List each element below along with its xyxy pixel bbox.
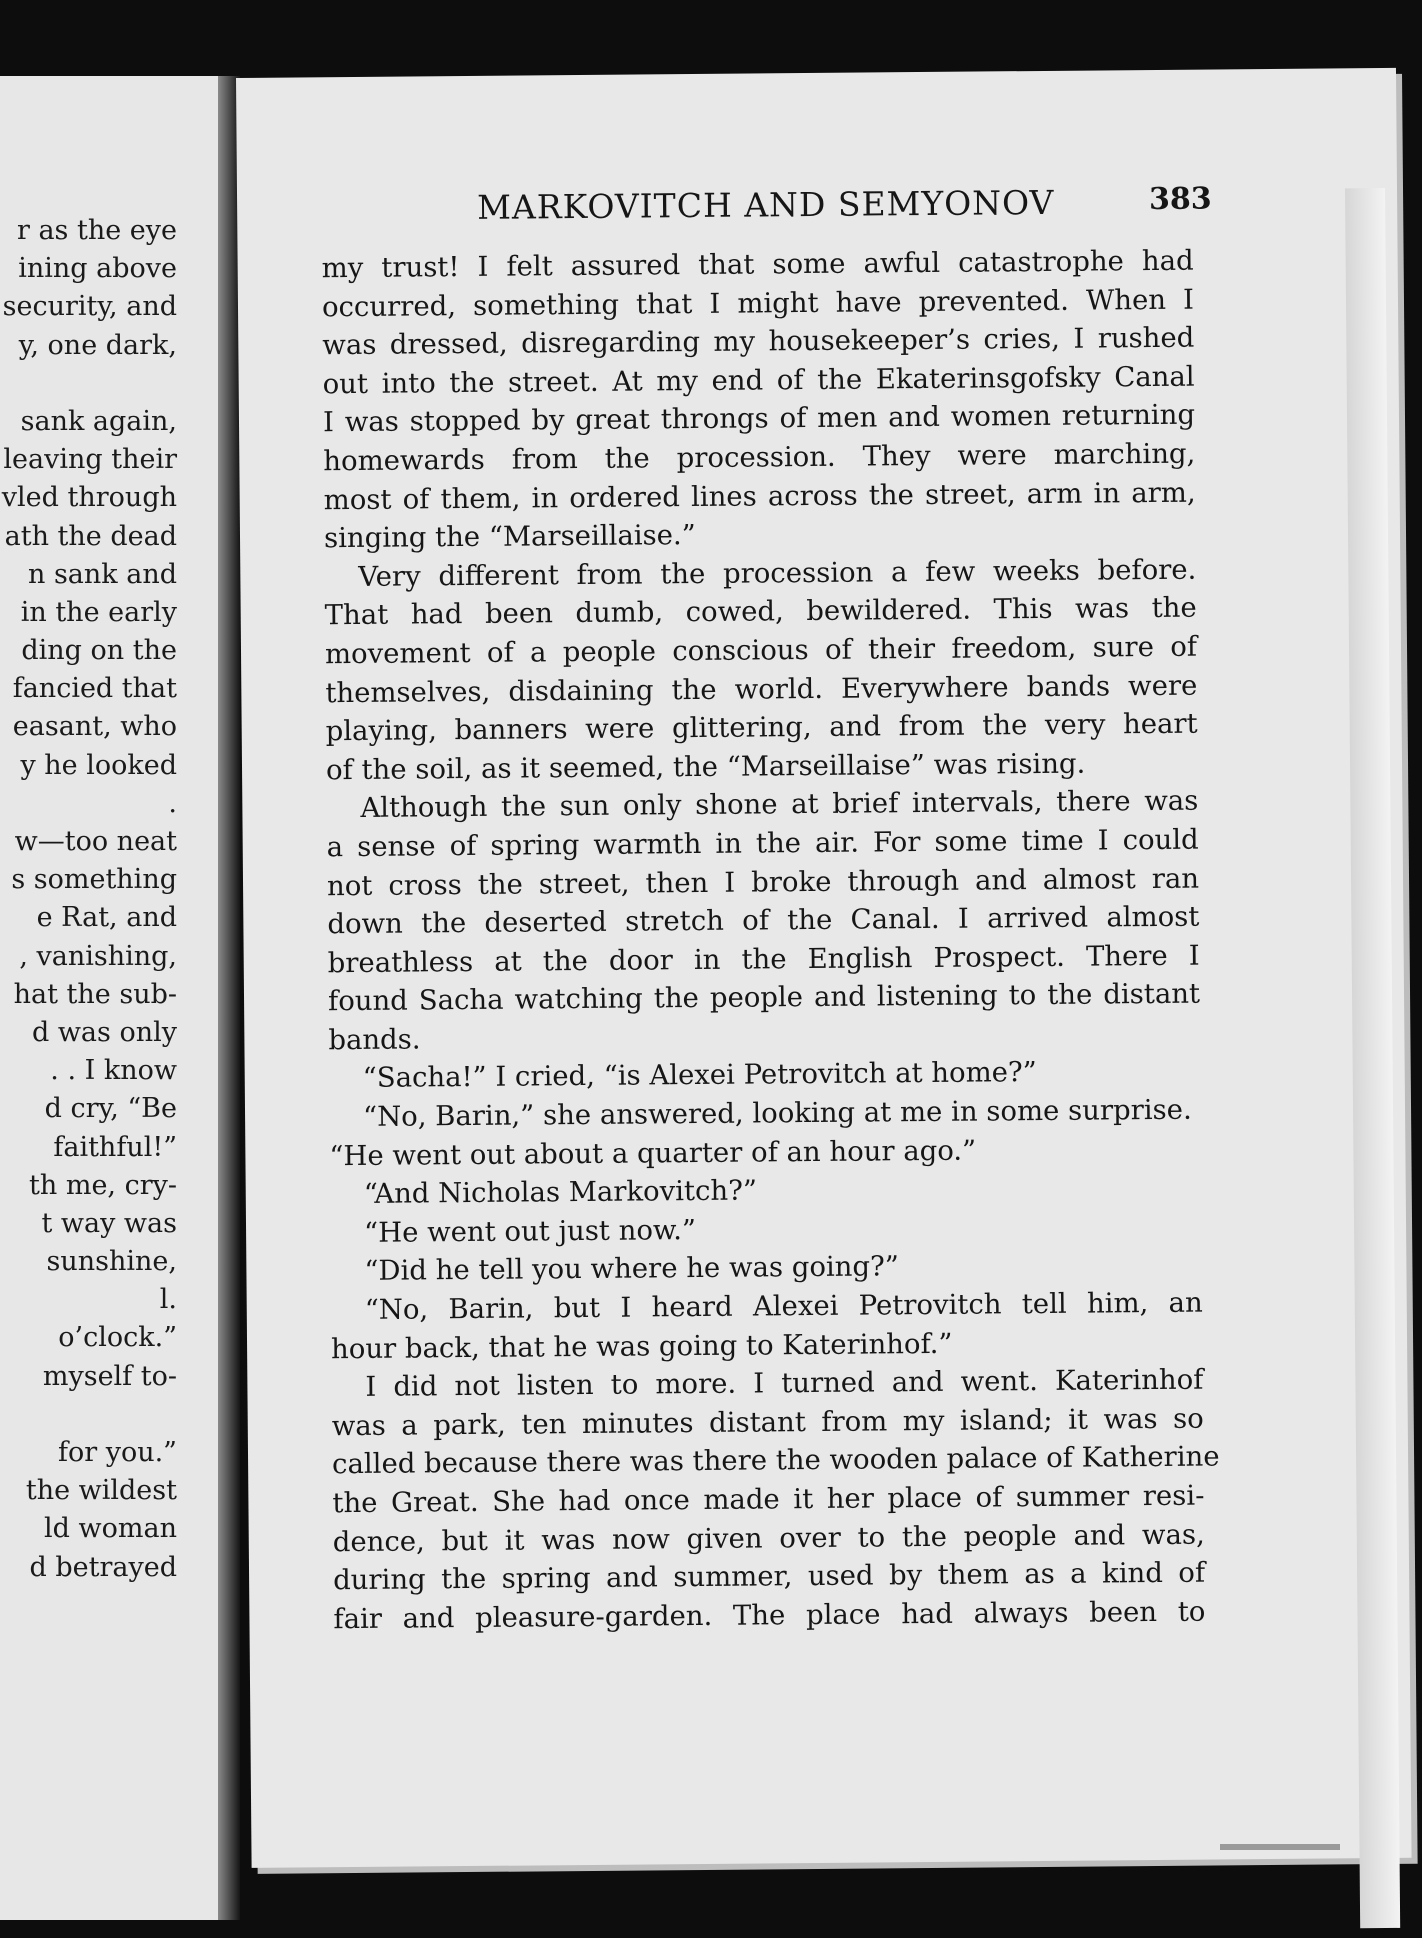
text-line: bands. <box>328 1023 421 1057</box>
page-body <box>321 242 1220 1639</box>
text-line: movement of a people conscious of their freedom, sure of <box>324 630 1198 671</box>
text-line: found Sacha watching the people and listening to the distant <box>327 977 1201 1018</box>
previous-page-line: leaving their <box>3 444 177 476</box>
text-line: occurred, something that I might have prevented. When I <box>321 283 1195 323</box>
text-line: “He went out just now.” <box>363 1213 697 1249</box>
previous-page-line: security, and <box>2 291 177 323</box>
previous-page-line: sunshine, <box>46 1246 177 1278</box>
text-line: the Great. She had once made it her place of summer resi- <box>332 1479 1205 1520</box>
text-line: Although the sun only shone at brief intervals, there was <box>360 784 1199 825</box>
previous-page-fragment <box>0 76 225 1920</box>
text-line: breathless at the door in the English Prospect. There I <box>327 939 1200 979</box>
previous-page-line: l. <box>159 1284 177 1316</box>
text-line: not cross the street, then I broke through and almost ran <box>326 862 1200 902</box>
previous-page-line: . . I know <box>50 1055 177 1087</box>
previous-page-text <box>2 212 177 1587</box>
text-line: dence, but it was now given over to the people and was, <box>332 1518 1205 1558</box>
text-line: I was stopped by great throngs of men and women returning <box>322 399 1196 439</box>
book-page <box>236 68 1412 1868</box>
text-line: “He went out about a quarter of an hour ago.” <box>329 1134 977 1172</box>
text-line: called because there was there the wooden palace of Katherine <box>331 1440 1220 1481</box>
text-line: themselves, disdaining the world. Everywhere bands were <box>325 669 1198 709</box>
previous-page-line: o’clock.” <box>58 1322 177 1354</box>
previous-page-line: e Rat, and <box>36 902 177 934</box>
previous-page-line <box>2 365 177 403</box>
page-number: 383 <box>1148 181 1212 218</box>
previous-page-line: ining above <box>18 253 177 285</box>
text-line: was a park, ten minutes distant from my island; it was so <box>331 1402 1204 1443</box>
text-line: That had been dumb, cowed, bewildered. This was the <box>324 591 1197 632</box>
text-line: “Sacha!” I cried, “is Alexei Petrovitch at home?” <box>362 1056 1037 1095</box>
previous-page-line <box>2 1396 177 1434</box>
previous-page-line: y, one dark, <box>18 329 177 361</box>
previous-page-line: d cry, “Be <box>44 1093 177 1125</box>
text-line: I did not listen to more. I turned and went. Katerinhof <box>365 1363 1204 1404</box>
previous-page-line: in the early <box>20 596 177 628</box>
previous-page-line: s something <box>11 864 177 896</box>
text-line: my trust! I felt assured that some awful catastrophe had <box>321 244 1194 285</box>
previous-page-line: vled through <box>1 482 177 514</box>
text-line: Very different from the procession a few weeks before. <box>358 553 1197 593</box>
text-line: singing the “Marseillaise.” <box>323 519 696 555</box>
previous-page-line: d was only <box>31 1016 177 1048</box>
book-gutter <box>218 76 240 1920</box>
text-line: “No, Barin,” she answered, looking at me in some surprise. <box>362 1093 1192 1133</box>
previous-page-line: faithful!” <box>53 1131 177 1163</box>
previous-page-line: w—too neat <box>14 826 177 857</box>
previous-page-line: y he looked <box>20 749 177 781</box>
previous-page-line: , vanishing, <box>19 940 177 972</box>
text-line: out into the street. At my end of the Ekaterinsgofsky Canal <box>322 360 1195 401</box>
text-line: “No, Barin, but I heard Alexei Petrovitch tell him, an <box>364 1286 1203 1326</box>
text-line: “Did he tell you where he was going?” <box>364 1250 899 1288</box>
previous-page-line: n sank and <box>27 558 177 590</box>
previous-page-line: . <box>168 787 177 819</box>
previous-page-line: ath the dead <box>4 520 177 552</box>
text-line: hour back, that he was going to Katerinhof.” <box>330 1327 953 1365</box>
previous-page-line: r as the eye <box>16 215 177 246</box>
previous-page-line: fancied that <box>12 673 177 705</box>
text-line: of the soil, as it seemed, the “Marseillaise” was rising. <box>325 747 1086 786</box>
text-line: was dressed, disregarding my housekeeper’s cries, I rushed <box>322 321 1195 362</box>
text-line: playing, banners were glittering, and from the very heart <box>325 707 1198 748</box>
scan-artifact <box>1220 1844 1340 1850</box>
page-edge <box>1345 188 1400 1928</box>
text-line: fair and pleasure-garden. The place had always been to <box>333 1595 1206 1635</box>
previous-page-line: hat the sub- <box>13 978 177 1010</box>
previous-page-line: easant, who <box>12 711 177 743</box>
text-line: “And Nicholas Markovitch?” <box>363 1174 758 1211</box>
previous-page-line: ding on the <box>21 635 177 667</box>
text-line: most of them, in ordered lines across the street, arm in arm, <box>323 476 1196 516</box>
previous-page-line: for you.” <box>57 1437 177 1468</box>
text-line: down the deserted stretch of the Canal. I arrived almost <box>327 900 1200 941</box>
previous-page-line: d betrayed <box>29 1551 177 1583</box>
previous-page-line: t way was <box>41 1207 177 1239</box>
text-line: during the spring and summer, used by them as a kind of <box>332 1556 1206 1597</box>
previous-page-line: the wildest <box>25 1475 177 1507</box>
previous-page-line: ld woman <box>44 1513 177 1545</box>
previous-page-line: sank again, <box>20 405 177 437</box>
previous-page-line: th me, cry- <box>29 1169 177 1201</box>
text-line: homewards from the procession. They were marching, <box>323 437 1196 478</box>
previous-page-line: myself to- <box>42 1360 177 1392</box>
text-line: a sense of spring warmth in the air. For some time I could <box>326 823 1199 864</box>
running-head: MARKOVITCH AND SEMYONOV <box>476 182 1055 227</box>
